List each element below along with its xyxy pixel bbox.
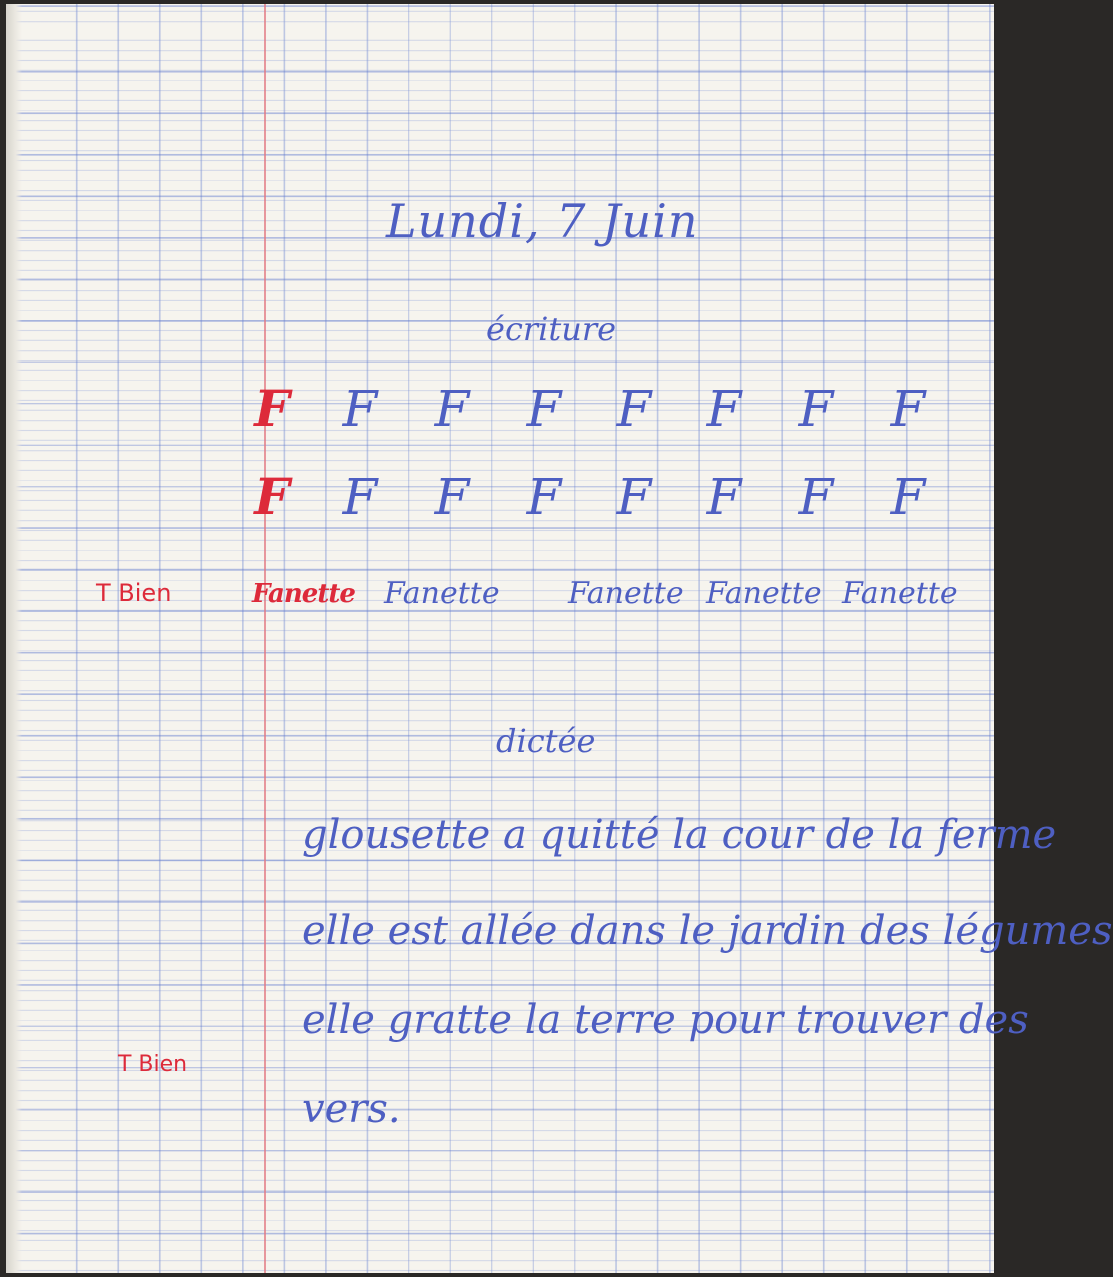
page-binding-edge bbox=[6, 4, 22, 1273]
teacher-grade: T Bien bbox=[96, 579, 172, 607]
practice-letter: F bbox=[434, 468, 470, 526]
practice-letter: F bbox=[890, 380, 926, 438]
dictee-line: elle gratte la terre pour trouver des bbox=[302, 997, 1029, 1043]
practice-letter: F bbox=[706, 380, 742, 438]
practice-letter: F bbox=[342, 380, 378, 438]
practice-letter: F bbox=[798, 468, 834, 526]
notebook-page bbox=[6, 4, 1113, 1273]
model-word: Fanette bbox=[252, 579, 355, 609]
practice-letter: F bbox=[890, 468, 926, 526]
teacher-grade: T Bien bbox=[118, 1052, 188, 1077]
practice-letter: F bbox=[616, 380, 652, 438]
model-letter: F bbox=[254, 467, 290, 526]
model-letter: F bbox=[254, 379, 290, 438]
practice-word: Fanette bbox=[706, 576, 822, 611]
practice-word: Fanette bbox=[842, 576, 958, 611]
letter-row-2 bbox=[252, 467, 952, 527]
practice-letter: F bbox=[526, 468, 562, 526]
practice-letter: F bbox=[526, 380, 562, 438]
practice-word: Fanette bbox=[568, 576, 684, 611]
practice-letter: F bbox=[616, 468, 652, 526]
practice-letter: F bbox=[706, 468, 742, 526]
dictee-line: glousette a quitté la cour de la ferme bbox=[302, 812, 1057, 858]
practice-letter: F bbox=[342, 468, 378, 526]
date-heading: Lundi, 7 Juin bbox=[386, 194, 699, 248]
section-title-ecriture: écriture bbox=[486, 310, 617, 348]
section-title-dictee: dictée bbox=[496, 722, 596, 760]
practice-letter: F bbox=[434, 380, 470, 438]
dictee-line: vers. bbox=[302, 1086, 401, 1132]
practice-letter: F bbox=[798, 380, 834, 438]
margin-rule bbox=[264, 4, 266, 1273]
letter-row-1 bbox=[252, 379, 952, 439]
practice-word: Fanette bbox=[384, 576, 500, 611]
dictee-line: elle est allée dans le jardin des légumes bbox=[302, 908, 1113, 954]
word-practice-row bbox=[252, 569, 958, 619]
